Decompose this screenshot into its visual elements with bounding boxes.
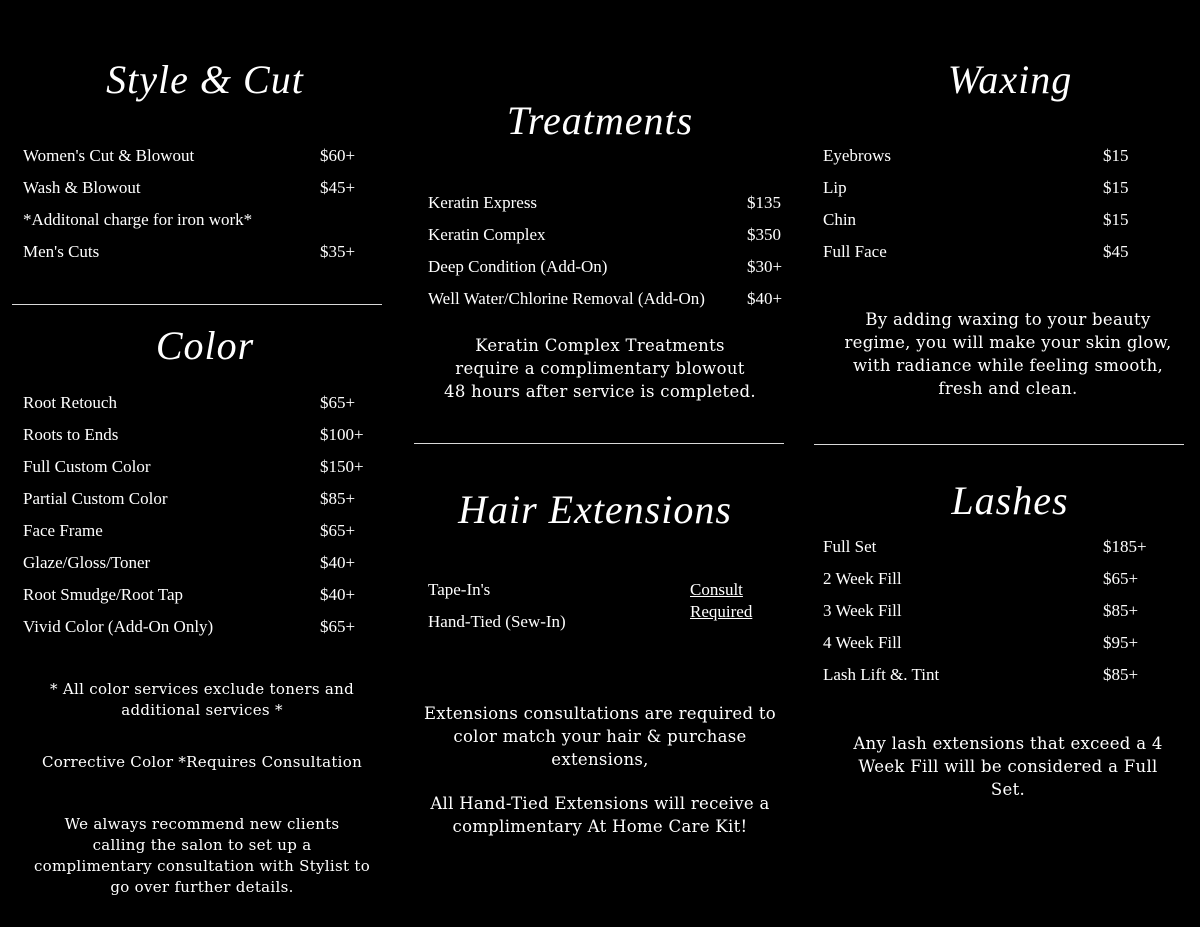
service-name: Roots to Ends	[23, 425, 119, 444]
note-line: complimentary consultation with Stylist to	[33, 857, 371, 875]
service-name: Wash & Blowout	[23, 178, 141, 197]
list-item	[23, 210, 383, 242]
service-price: $15	[1103, 146, 1129, 165]
list-item	[428, 580, 688, 612]
list-item	[23, 146, 383, 178]
service-name: Eyebrows	[823, 146, 891, 165]
service-price: $85+	[1103, 601, 1139, 620]
service-price: $15	[1103, 210, 1129, 229]
list-item	[823, 146, 1183, 178]
service-name: Full Custom Color	[23, 457, 151, 476]
note-line: extensions,	[551, 750, 649, 769]
service-price: $100+	[320, 425, 364, 444]
service-name: Hand-Tied (Sew-In)	[428, 612, 566, 631]
service-name: Well Water/Chlorine Removal (Add-On)	[428, 289, 705, 308]
service-price: $40+	[320, 553, 356, 572]
note-line: regime, you will make your skin glow,	[844, 333, 1172, 352]
list-item	[23, 393, 383, 425]
note-line: require a complimentary blowout	[455, 359, 745, 378]
waxing-title: Waxing	[947, 57, 1073, 102]
service-price: $30+	[747, 257, 783, 276]
color-toner-note	[12, 679, 392, 721]
service-name: Full Face	[823, 242, 887, 261]
note-line: Required	[690, 602, 753, 621]
list-item	[823, 569, 1183, 601]
service-price: $150+	[320, 457, 364, 476]
note-line: Any lash extensions that exceed a 4	[853, 734, 1163, 753]
service-price: $45+	[320, 178, 356, 197]
waxing-note	[818, 308, 1198, 400]
service-name: Partial Custom Color	[23, 489, 168, 508]
extensions-consult-note	[405, 702, 795, 771]
note-line: Corrective Color *Requires Consultation	[41, 753, 363, 771]
note-line: Keratin Complex Treatments	[475, 336, 725, 355]
service-name: Vivid Color (Add-On Only)	[23, 617, 214, 636]
list-item	[823, 633, 1183, 665]
lashes-list	[823, 537, 1183, 697]
keratin-note	[410, 334, 790, 403]
list-item	[23, 178, 383, 210]
service-price: $65+	[320, 521, 356, 540]
service-price: $45	[1103, 242, 1129, 261]
service-price: $40+	[747, 289, 783, 308]
list-item	[23, 585, 383, 617]
consultation-note	[12, 814, 392, 898]
list-item	[428, 257, 798, 289]
list-item	[23, 617, 383, 649]
service-price: $40+	[320, 585, 356, 604]
section-divider	[414, 443, 784, 444]
service-name: Keratin Express	[428, 193, 538, 212]
note-line: Week Fill will be considered a Full	[858, 757, 1158, 776]
note-line: By adding waxing to your beauty	[865, 310, 1151, 329]
service-note: *Additonal charge for iron work*	[23, 210, 253, 229]
service-price: $65+	[320, 617, 356, 636]
note-line: * All color services exclude toners and	[49, 680, 354, 698]
care-kit-note	[405, 792, 795, 838]
list-item	[823, 210, 1183, 242]
treatments-list	[428, 193, 798, 321]
note-line: complimentary At Home Care Kit!	[452, 817, 748, 836]
list-item	[23, 425, 383, 457]
note-line: Consult	[690, 580, 743, 599]
service-name: Women's Cut & Blowout	[23, 146, 195, 165]
list-item	[823, 601, 1183, 633]
list-item	[428, 289, 798, 321]
service-name: 3 Week Fill	[823, 601, 902, 620]
list-item	[823, 665, 1183, 697]
list-item	[23, 553, 383, 585]
service-name: Face Frame	[23, 521, 103, 540]
service-name: Root Smudge/Root Tap	[23, 585, 184, 604]
note-line: calling the salon to set up a	[92, 836, 312, 854]
service-name: Lip	[823, 178, 847, 197]
list-item	[23, 521, 383, 553]
list-item	[428, 612, 688, 644]
lashes-note	[818, 732, 1198, 801]
consult-required-label	[690, 579, 752, 623]
service-price: $35+	[320, 242, 356, 261]
service-price: $60+	[320, 146, 356, 165]
service-name: Men's Cuts	[23, 242, 100, 261]
service-name: Keratin Complex	[428, 225, 546, 244]
service-name: Glaze/Gloss/Toner	[23, 553, 151, 572]
lashes-title: Lashes	[951, 478, 1069, 523]
hair-extensions-title: Hair Extensions	[458, 487, 732, 532]
service-price: $135	[747, 193, 781, 212]
list-item	[23, 489, 383, 521]
note-line: additional services *	[121, 701, 283, 719]
note-line: We always recommend new clients	[64, 815, 340, 833]
service-name: Deep Condition (Add-On)	[428, 257, 608, 276]
list-item	[823, 537, 1183, 569]
note-line: fresh and clean.	[938, 379, 1078, 398]
note-line: All Hand-Tied Extensions will receive a	[430, 794, 770, 813]
list-item	[428, 225, 798, 257]
service-price: $15	[1103, 178, 1129, 197]
service-name: 2 Week Fill	[823, 569, 902, 588]
section-divider	[12, 304, 382, 305]
service-price: $95+	[1103, 633, 1139, 652]
service-price: $85+	[1103, 665, 1139, 684]
note-line: Extensions consultations are required to	[423, 704, 777, 723]
service-price: $65+	[320, 393, 356, 412]
style-cut-list	[23, 146, 383, 274]
service-price: $85+	[320, 489, 356, 508]
service-name: 4 Week Fill	[823, 633, 902, 652]
waxing-list	[823, 146, 1183, 274]
note-line: 48 hours after service is completed.	[444, 382, 756, 401]
extensions-list	[428, 580, 688, 644]
service-name: Root Retouch	[23, 393, 117, 412]
service-name: Full Set	[823, 537, 877, 556]
list-item	[823, 178, 1183, 210]
list-item	[428, 193, 798, 225]
list-item	[23, 457, 383, 489]
note-line: Set.	[990, 780, 1026, 799]
note-line: color match your hair & purchase	[453, 727, 747, 746]
treatments-title: Treatments	[506, 98, 694, 143]
note-line: with radiance while feeling smooth,	[852, 356, 1164, 375]
service-price: $65+	[1103, 569, 1139, 588]
list-item	[23, 242, 383, 274]
service-name: Tape-In's	[428, 580, 491, 599]
section-divider	[814, 444, 1184, 445]
color-title: Color	[155, 323, 255, 368]
service-price: $350	[747, 225, 781, 244]
service-name: Chin	[823, 210, 857, 229]
service-price: $185+	[1103, 537, 1147, 556]
list-item	[823, 242, 1183, 274]
service-name: Lash Lift &. Tint	[823, 665, 940, 684]
color-list	[23, 393, 383, 649]
corrective-color-note	[12, 752, 392, 773]
style-cut-title: Style & Cut	[106, 57, 304, 102]
note-line: go over further details.	[110, 878, 294, 896]
